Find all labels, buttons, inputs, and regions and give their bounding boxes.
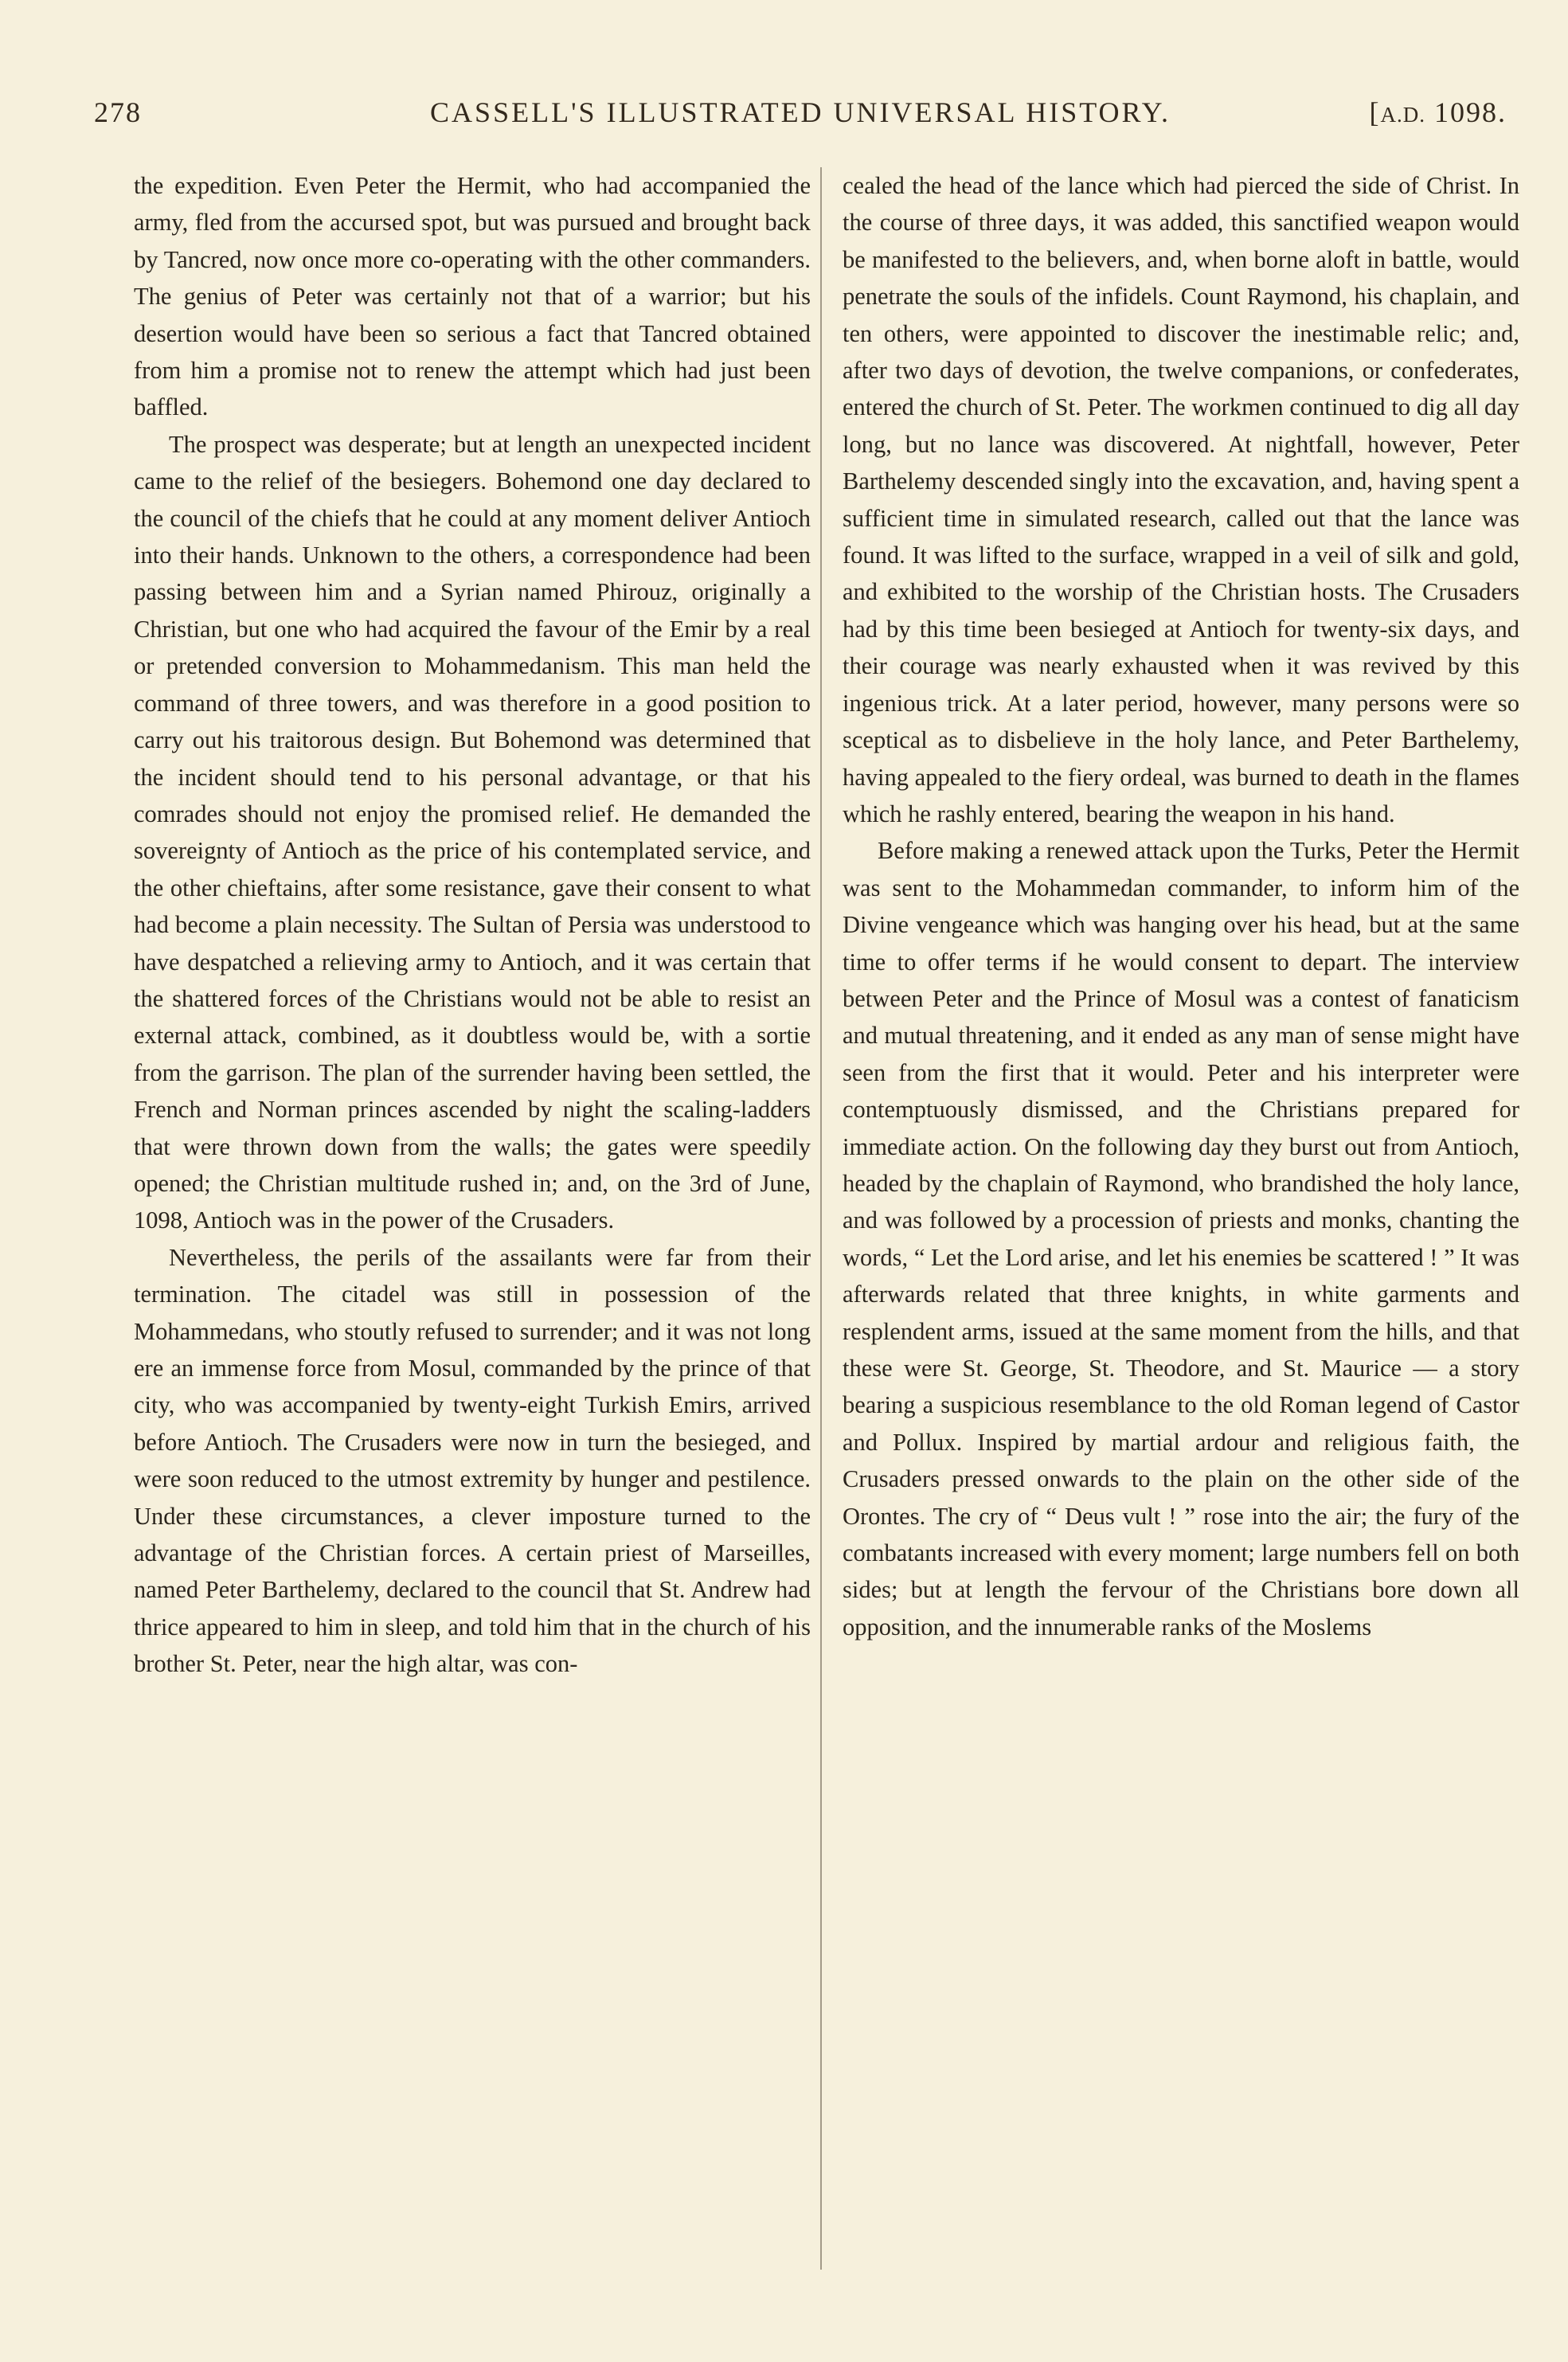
paragraph: Nevertheless, the perils of the assailants were far from their termination. The citadel was still in possession of the Mohammedans, who stoutly refused to surrender; and it was not long ere an immense force from Mosul, commanded by the prince of that city, who was accompanied by twenty-eight Turkish Emirs, arrived before Antioch. The Crusaders were now in turn the besieged, and were soon reduced to the utmost extremity by hunger and pestilence. Under these circumstances, a clever imposture turned to the advantage of the Christian forces. A certain priest of Marseilles, named Peter Barthelemy, declared to the council that St. Andrew had thrice appeared to him in sleep, and told him that in the church of his brother St. Peter, near the high altar, was con- xyxy=(134,1243,811,1678)
right-column xyxy=(843,167,1519,1645)
date-year: 1098. xyxy=(1434,96,1507,128)
paragraph: the expedition. Even Peter the Hermit, who had accompanied the army, fled from the accursed spot, but was pursued and brought back by Tancred, now once more co-operating with the other commanders. The genius of Peter was certainly not that of a warrior; but his desertion would have been so serious a fact that Tancred obtained from him a promise not to renew the attempt which had just been baffled. xyxy=(134,172,811,421)
date-bracket: [ xyxy=(1369,96,1381,128)
paragraph: cealed the head of the lance which had pierced the side of Christ. In the course of three days, it was added, this sanctified weapon would be manifested to the believers, and, when borne aloft in battle, would penetrate the souls of the infidels. Count Raymond, his chaplain, and ten others, were appointed to discover the inestimable relic; and, after two days of devotion, the twelve companions, or confederates, entered the church of St. Peter. The workmen continued to dig all day long, but no lance was discovered. At nightfall, however, Peter Barthelemy descended singly into the excavation, and, having spent a sufficient time in simulated research, called out that the lance was found. It was lifted to the surface, wrapped in a veil of silk and gold, and exhibited to the worship of the Christian hosts. The Crusaders had by this time been besieged at Antioch for twenty-six days, and their courage was nearly exhausted when it was revived by this ingenious trick. At a later period, however, many persons were so sceptical as to disbelieve in the holy lance, and Peter Barthelemy, having appealed to the fiery ordeal, was burned to death in the flames which he rashly entered, bearing the weapon in his hand. xyxy=(843,172,1519,827)
page-date xyxy=(1370,96,1507,129)
page-header xyxy=(94,89,1507,137)
column-divider xyxy=(820,167,822,2270)
date-era: A.D. xyxy=(1380,103,1425,127)
left-column xyxy=(134,167,811,1683)
paragraph: The prospect was desperate; but at length an unexpected incident came to the relief of the besiegers. Bohemond one day declared to the council of the chiefs that he could at any moment deliver Antioch into their hands. Unknown to the others, a correspondence had been passing between him and a Syrian named Phirouz, originally a Christian, but one who had acquired the favour of the Emir by a real or pretended conversion to Mohammedanism. This man held the command of three towers, and was therefore in a good position to carry out his traitorous design. But Bohemond was determined that the incident should tend to his personal advantage, or that his comrades should not enjoy the promised relief. He demanded the sovereignty of Antioch as the price of his contemplated service, and the other chieftains, after some resistance, gave their consent to what had become a plain necessity. The Sultan of Persia was understood to have despatched a relieving army to Antioch, and it was certain that the shattered forces of the Christians would not be able to resist an external attack, combined, as it doubtless would be, with a sortie from the garrison. The plan of the surrender having been settled, the French and Norman princes ascended by night the scaling-ladders that were thrown down from the walls; the gates were speedily opened; the Christian multitude rushed in; and, on the 3rd of June, 1098, Antioch was in the power of the Crusaders. xyxy=(134,430,811,1234)
page-number: 278 xyxy=(94,96,142,128)
paragraph: Before making a renewed attack upon the Turks, Peter the Hermit was sent to the Mohammedan commander, to inform him of the Divine vengeance which was hanging over his head, but at the same time to offer terms if he would consent to depart. The interview between Peter and the Prince of Mosul was a contest of fanaticism and mutual threatening, and it ended as any man of sense might have seen from the first that it would. Peter and his interpreter were contemptuously dismissed, and the Christians prepared for immediate action. On the following day they burst out from Antioch, headed by the chaplain of Raymond, who brandished the holy lance, and was followed by a procession of priests and monks, chanting the words, “ Let the Lord arise, and let his enemies be scattered ! ” It was afterwards related that three knights, in white garments and resplendent arms, issued at the same moment from the hills, and that these were St. George, St. Theodore, and St. Maurice — a story bearing a suspicious resemblance to the old Roman legend of Castor and Pollux. Inspired by martial ardour and religious faith, the Crusaders pressed onwards to the plain on the other side of the Orontes. The cry of “ Deus vult ! ” rose into the air; the fury of the combatants increased with every moment; large numbers fell on both sides; but at length the fervour of the Christians bore down all opposition, and the innumerable ranks of the Moslems xyxy=(843,837,1519,1640)
running-title: CASSELL'S ILLUSTRATED UNIVERSAL HISTORY. xyxy=(430,96,1171,128)
